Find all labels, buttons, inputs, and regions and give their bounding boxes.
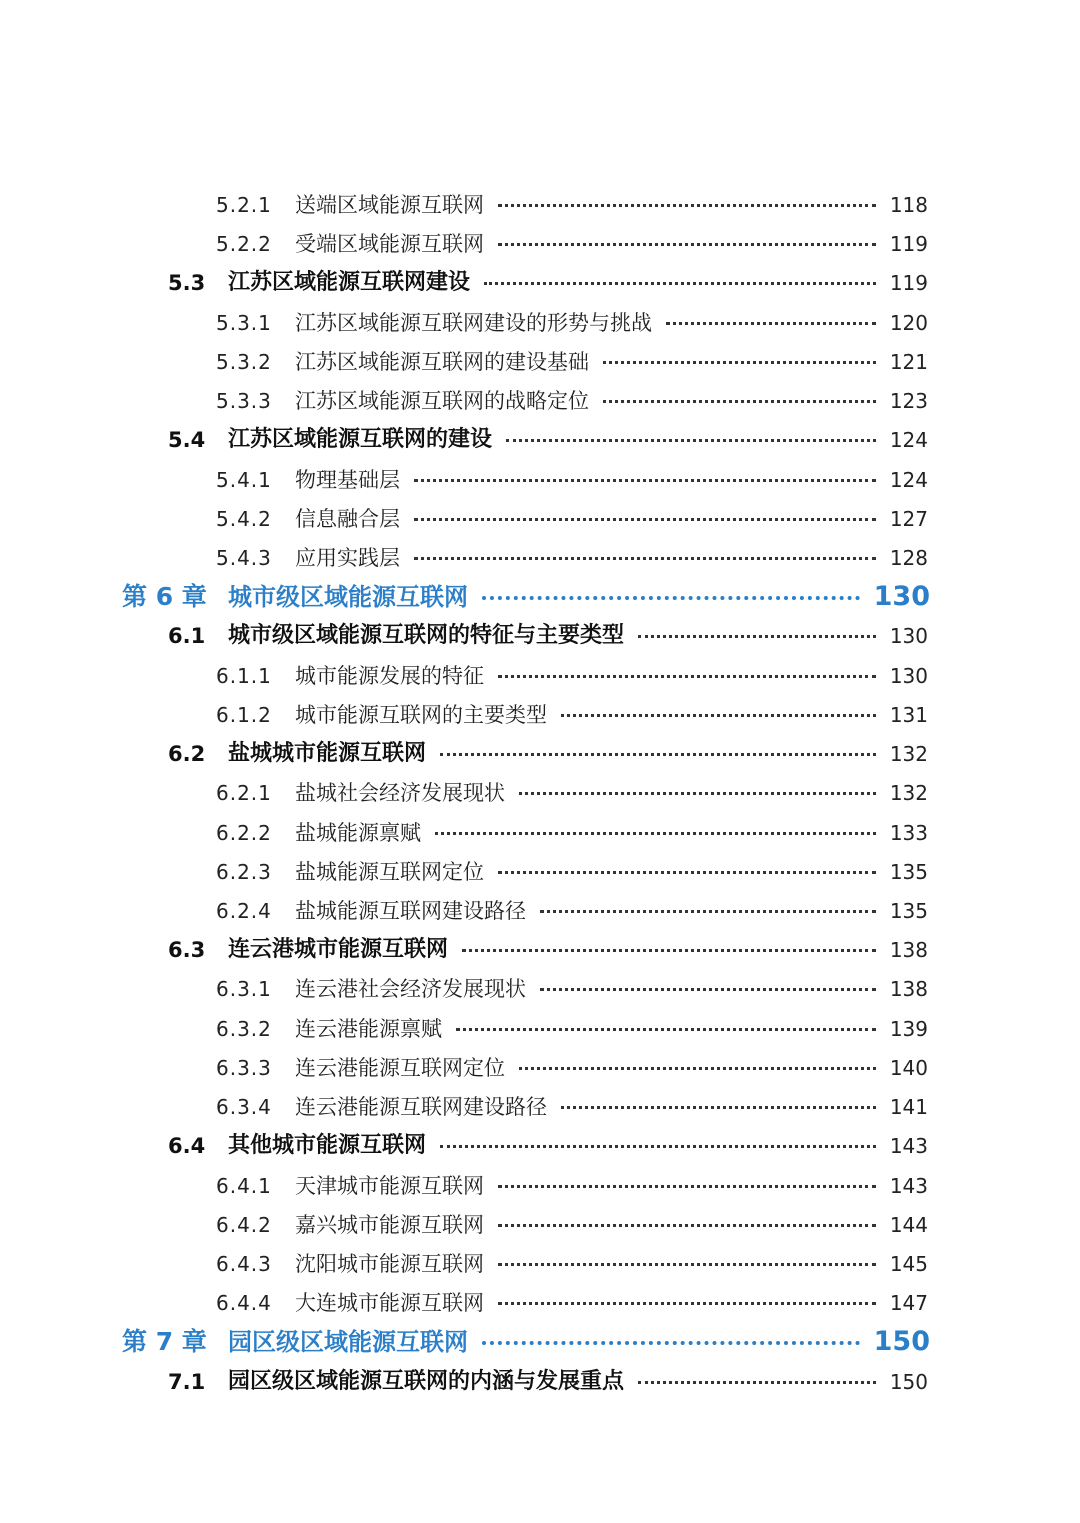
- toc-entry-number: 5.2.2: [216, 232, 272, 257]
- toc-entry-number: 6.1: [168, 624, 206, 649]
- toc-subsection-row[interactable]: [0, 813, 1080, 853]
- toc-entry-number: 6.2.4: [216, 898, 272, 923]
- toc-entry-number: 6.4.1: [216, 1173, 272, 1198]
- toc-entry-number: 5.3.2: [216, 349, 272, 374]
- toc-entry-page: 119: [889, 232, 928, 257]
- toc-entry-number: 7.1: [168, 1369, 206, 1394]
- toc-subsection-row[interactable]: [0, 773, 1080, 813]
- toc-entry-title: 城市级区域能源互联网的特征与主要类型: [228, 623, 625, 649]
- toc-subsection-row[interactable]: [0, 1205, 1080, 1245]
- toc-section-row[interactable]: [0, 734, 1080, 774]
- toc-subsection-row[interactable]: [0, 656, 1080, 696]
- toc-entry-page: 150: [873, 1326, 930, 1358]
- toc-entry-page: 143: [889, 1173, 928, 1198]
- toc-subsection-row[interactable]: [0, 460, 1080, 500]
- toc-entry-number: 6.2: [168, 742, 206, 767]
- toc-entry-page: 121: [889, 349, 928, 374]
- toc-entry-page: 131: [889, 702, 928, 727]
- toc-entry-page: 135: [889, 898, 928, 923]
- toc-entry-number: 6.3.1: [216, 977, 272, 1002]
- toc-subsection-row[interactable]: [0, 224, 1080, 264]
- toc-entry-page: 130: [873, 581, 930, 613]
- toc-entry-title: 连云港能源禀赋: [295, 1016, 442, 1041]
- toc-entry-number: 5.3: [168, 271, 206, 296]
- toc-entry-page: 140: [889, 1055, 928, 1080]
- toc-entry-title: 江苏区域能源互联网的建设: [228, 427, 493, 453]
- toc-entry-page: 135: [889, 859, 928, 884]
- toc-subsection-row[interactable]: [0, 852, 1080, 892]
- toc-dot-leader: [506, 439, 876, 442]
- toc-dot-leader: [540, 910, 876, 913]
- toc-entry-page: 120: [889, 310, 928, 335]
- toc-dot-leader: [638, 1381, 876, 1384]
- toc-entry-title: 其他城市能源互联网: [228, 1133, 427, 1159]
- toc-entry-page: 127: [889, 506, 928, 531]
- toc-entry-number: 5.4.3: [216, 545, 272, 570]
- toc-dot-leader: [498, 1224, 876, 1227]
- toc-entry-title: 园区级区域能源互联网: [228, 1328, 468, 1357]
- toc-dot-leader: [498, 871, 876, 874]
- toc-section-row[interactable]: [0, 1362, 1080, 1402]
- toc-chapter-row[interactable]: [0, 577, 1080, 617]
- toc-entry-number: 5.3.1: [216, 310, 272, 335]
- toc-entry-title: 盐城能源互联网建设路径: [295, 898, 526, 923]
- toc-entry-title: 盐城能源禀赋: [295, 820, 421, 845]
- toc-entry-title: 连云港城市能源互联网: [228, 937, 449, 963]
- toc-entry-number: 5.4.2: [216, 506, 272, 531]
- toc-entry-title: 江苏区域能源互联网的战略定位: [295, 389, 589, 414]
- toc-entry-title: 应用实践层: [295, 545, 400, 570]
- toc-dot-leader: [638, 635, 876, 638]
- toc-entry-title: 嘉兴城市能源互联网: [295, 1212, 484, 1237]
- toc-dot-leader: [666, 322, 876, 325]
- toc-dot-leader: [519, 792, 876, 795]
- toc-entry-number: 6.3: [168, 938, 206, 963]
- toc-entry-page: 132: [889, 742, 928, 767]
- toc-subsection-row[interactable]: [0, 342, 1080, 382]
- toc-entry-page: 139: [889, 1016, 928, 1041]
- toc-entry-page: 130: [889, 663, 928, 688]
- toc-dot-leader: [456, 1028, 876, 1031]
- toc-subsection-row[interactable]: [0, 1283, 1080, 1323]
- toc-dot-leader: [498, 204, 876, 207]
- toc-subsection-row[interactable]: [0, 1166, 1080, 1206]
- toc-subsection-row[interactable]: [0, 969, 1080, 1009]
- toc-dot-leader: [603, 400, 876, 403]
- toc-entry-page: 144: [889, 1212, 928, 1237]
- toc-entry-number: 6.3.2: [216, 1016, 272, 1041]
- toc-entry-number: 6.2.1: [216, 781, 272, 806]
- toc-section-row[interactable]: [0, 263, 1080, 303]
- toc-dot-leader: [561, 1106, 876, 1109]
- toc-entry-number: 第 7 章: [122, 1327, 207, 1357]
- toc-entry-number: 5.4: [168, 428, 206, 453]
- toc-chapter-row[interactable]: [0, 1322, 1080, 1362]
- toc-subsection-row[interactable]: [0, 538, 1080, 578]
- toc-section-row[interactable]: [0, 616, 1080, 656]
- toc-entry-page: 119: [889, 271, 928, 296]
- toc-entry-title: 盐城社会经济发展现状: [295, 781, 505, 806]
- toc-entry-number: 6.3.4: [216, 1095, 272, 1120]
- toc-section-row[interactable]: [0, 420, 1080, 460]
- toc-entry-page: 130: [889, 624, 928, 649]
- toc-subsection-row[interactable]: [0, 499, 1080, 539]
- toc-dot-leader: [561, 714, 876, 717]
- toc-dot-leader: [603, 361, 876, 364]
- toc-entry-title: 物理基础层: [295, 467, 400, 492]
- toc-entry-title: 江苏区域能源互联网的建设基础: [295, 349, 589, 374]
- toc-dot-leader: [484, 282, 876, 285]
- toc-dot-leader: [498, 675, 876, 678]
- toc-entry-number: 5.2.1: [216, 193, 272, 217]
- toc-entry-number: 5.4.1: [216, 467, 272, 492]
- toc-entry-number: 6.2.3: [216, 859, 272, 884]
- toc-dot-leader: [482, 596, 860, 600]
- toc-entry-number: 6.4: [168, 1134, 206, 1159]
- toc-dot-leader: [482, 1341, 860, 1345]
- toc-entry-page: 138: [889, 938, 928, 963]
- toc-entry-title: 送端区域能源互联网: [295, 193, 484, 217]
- toc-dot-leader: [414, 518, 876, 521]
- toc-entry-title: 大连城市能源互联网: [295, 1291, 484, 1316]
- toc-dot-leader: [498, 1302, 876, 1305]
- toc-subsection-row[interactable]: [0, 1048, 1080, 1088]
- toc-entry-title: 天津城市能源互联网: [295, 1173, 484, 1198]
- toc-entry-number: 6.1.1: [216, 663, 272, 688]
- toc-entry-title: 连云港能源互联网定位: [295, 1055, 505, 1080]
- toc-entry-title: 连云港社会经济发展现状: [295, 977, 526, 1002]
- toc-dot-leader: [414, 557, 876, 560]
- toc-entry-page: 128: [889, 545, 928, 570]
- toc-entry-title: 受端区域能源互联网: [295, 232, 484, 257]
- toc-dot-leader: [498, 1185, 876, 1188]
- toc-entry-number: 6.3.3: [216, 1055, 272, 1080]
- toc-dot-leader: [540, 988, 876, 991]
- toc-dot-leader: [435, 832, 876, 835]
- toc-entry-number: 6.2.2: [216, 820, 272, 845]
- toc-entry-number: 第 6 章: [122, 582, 207, 612]
- toc-entry-page: 123: [889, 389, 928, 414]
- toc-entry-page: 124: [889, 428, 928, 453]
- toc-entry-number: 5.3.3: [216, 389, 272, 414]
- toc-entry-page: 132: [889, 781, 928, 806]
- toc-subsection-row[interactable]: [0, 1087, 1080, 1127]
- toc-section-row[interactable]: [0, 1126, 1080, 1166]
- toc-dot-leader: [498, 243, 876, 246]
- toc-entry-page: 150: [889, 1369, 928, 1394]
- toc-entry-page: 141: [889, 1095, 928, 1120]
- toc-subsection-row[interactable]: [0, 1244, 1080, 1284]
- toc-dot-leader: [440, 1145, 876, 1148]
- toc-entry-title: 江苏区域能源互联网建设: [228, 270, 471, 296]
- toc-subsection-row[interactable]: [0, 891, 1080, 931]
- toc-entry-page: 133: [889, 820, 928, 845]
- toc-dot-leader: [440, 753, 876, 756]
- toc-entry-title: 城市级区域能源互联网: [228, 583, 468, 612]
- toc-entry-title: 盐城城市能源互联网: [228, 741, 427, 767]
- toc-dot-leader: [462, 949, 876, 952]
- toc-entry-number: 6.4.3: [216, 1251, 272, 1276]
- toc-entry-number: 6.1.2: [216, 702, 272, 727]
- toc-dot-leader: [519, 1067, 876, 1070]
- toc-entry-page: 124: [889, 467, 928, 492]
- toc-entry-page: 138: [889, 977, 928, 1002]
- toc-subsection-row[interactable]: [0, 303, 1080, 343]
- toc-entry-title: 城市能源发展的特征: [295, 663, 484, 688]
- toc-subsection-row[interactable]: [0, 1009, 1080, 1049]
- toc-entry-title: 沈阳城市能源互联网: [295, 1251, 484, 1276]
- toc-entry-number: 6.4.4: [216, 1291, 272, 1316]
- toc-entry-page: 147: [889, 1291, 928, 1316]
- toc-entry-title: 连云港能源互联网建设路径: [295, 1095, 547, 1120]
- toc-subsection-row[interactable]: [0, 381, 1080, 421]
- toc-entry-title: 园区级区域能源互联网的内涵与发展重点: [228, 1368, 625, 1394]
- toc-subsection-row[interactable]: [0, 185, 1080, 225]
- toc-entry-number: 6.4.2: [216, 1212, 272, 1237]
- toc-entry-page: 118: [889, 193, 928, 217]
- toc-entry-title: 江苏区域能源互联网建设的形势与挑战: [295, 310, 652, 335]
- toc-entry-page: 145: [889, 1251, 928, 1276]
- toc-subsection-row[interactable]: [0, 695, 1080, 735]
- toc-dot-leader: [498, 1263, 876, 1266]
- toc-entry-title: 城市能源互联网的主要类型: [295, 702, 547, 727]
- toc-entry-page: 143: [889, 1134, 928, 1159]
- toc-dot-leader: [414, 479, 876, 482]
- toc-section-row[interactable]: [0, 930, 1080, 970]
- toc-entry-title: 信息融合层: [295, 506, 400, 531]
- toc-entry-title: 盐城能源互联网定位: [295, 859, 484, 884]
